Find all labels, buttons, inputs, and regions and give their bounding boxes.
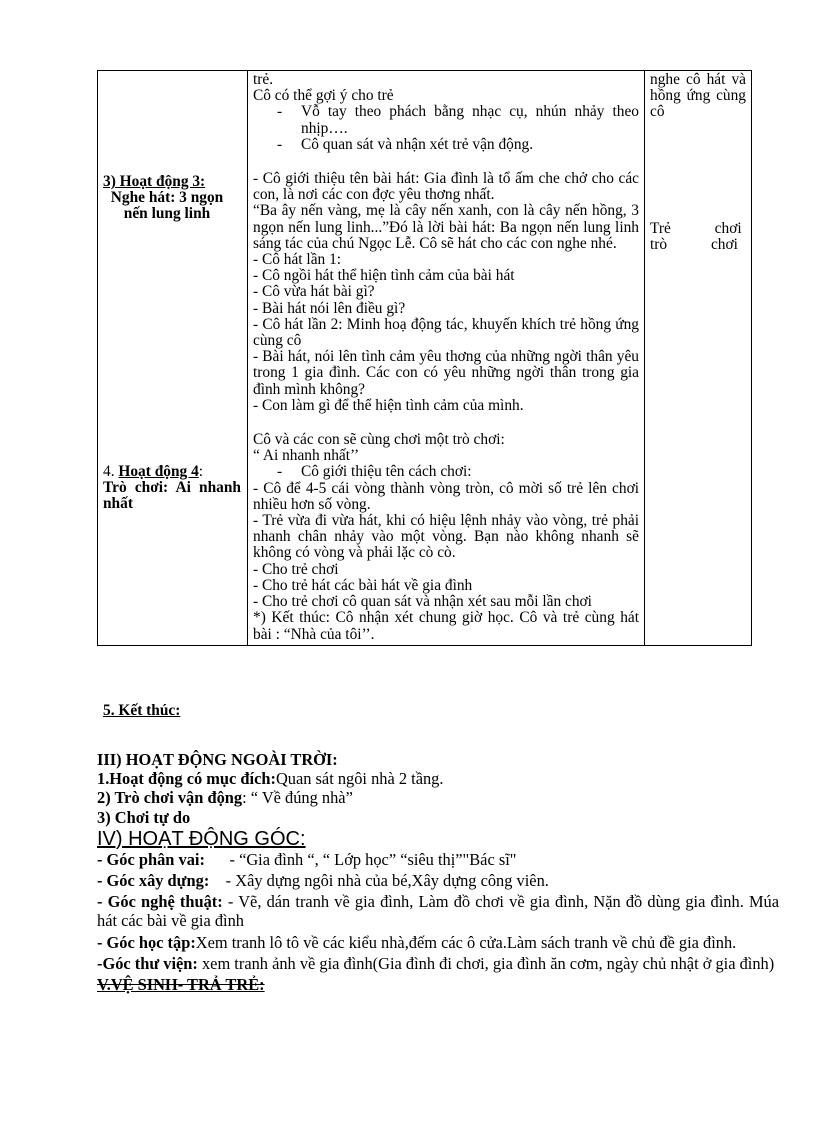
text-line: - Cô hát lần 1: [253, 251, 342, 269]
corner-label: - Góc xây dựng: [97, 871, 210, 891]
corner-label: - Góc học tập: [97, 932, 196, 952]
activity-3-label [103, 174, 231, 223]
text-line: - Cô hát lần 2: Minh hoạ động tác, khuyến khích trẻ hồng ứng cùng cô [253, 315, 639, 350]
corner-text: Xem tranh lô tô về các kiểu nhà,đếm các ô cửa.Làm sách tranh về chủ đề gia đình. [195, 932, 737, 952]
corners-heading: IV) HOẠT ĐỘNG GÓC: [97, 827, 306, 850]
text-line: “ Ai nhanh nhất’’ [253, 447, 360, 465]
text-line: - Cô giới thiệu tên bài hát: Gia đình là tổ ấm che chở cho các con, là nơi các con đợc yêu thơng nhất. [253, 170, 639, 204]
text-line: - Cho trẻ hát các bài hát về gia đình [253, 576, 473, 594]
outdoor-item-text: : “ Về đúng nhà” [242, 788, 353, 808]
text-line: - Bài hát nói lên điều gì? [253, 299, 406, 317]
outdoor-item-label: 2) Trò chơi vận động [97, 788, 243, 808]
text-line: “Ba ây nến vàng, mẹ là cây nến xanh, con là cây nến hồng, 3 ngọn nến lung linh...”Đó là lời bài hát: Ba ngọn nến lung linh sáng tác của chú Ngọc Lễ. Cô sẽ hát cho các con nghe nhé. [253, 202, 639, 252]
outdoor-item: 3) Chơi tự do [97, 807, 191, 827]
text-line: Trẻ chơi trò chơi [650, 219, 742, 253]
corner-label: - Góc phân vai: [97, 849, 205, 869]
text-line: - Cô vừa hát bài gì? [253, 283, 375, 301]
text-line: Cô có thể gợi ý cho trẻ [253, 87, 394, 105]
activity-title: 3) Hoạt động 3: [103, 173, 206, 190]
corner-label: -Góc thư viện: [97, 953, 198, 973]
cell-child-activity [645, 71, 752, 646]
corner-label: - Góc nghệ thuật: [97, 892, 223, 912]
colon: : [198, 463, 204, 480]
text-line: Cô và các con sẽ cùng chơi một trò chơi: [253, 431, 505, 449]
text-line: - Cho trẻ chơi [253, 560, 339, 578]
text-line: - Cho trẻ chơi cô quan sát và nhận xét sau mỗi lần chơi [253, 593, 592, 611]
outdoor-item-label: 1.Hoạt động có mục đích: [97, 769, 276, 789]
ending-title: 5. Kết thúc: [103, 702, 181, 719]
text-line: nghe cô hát và hồng ứng cùng cô [650, 71, 746, 121]
corner-text: xem tranh ảnh về gia đình(Gia đình đi chơi, gia đình ăn cơm, ngày chủ nhật ở gia đình) [197, 953, 775, 973]
text-line: - Cô ngồi hát thể hiện tình cảm của bài hát [253, 267, 515, 285]
activity-subtitle: Trò chơi: Ai nhanh nhất [103, 479, 241, 513]
text-line: trẻ. [253, 71, 274, 88]
lesson-plan-table [97, 70, 752, 646]
bottom-section [97, 750, 779, 994]
activity-subtitle: Nghe hát: 3 ngọn nến lung linh [110, 189, 224, 223]
text-line: - Con làm gì để thể hiện tình cảm của mình. [253, 396, 524, 414]
activity-number: 4. [103, 463, 119, 480]
bullet-item: - Cô quan sát và nhận xét trẻ vận động. [253, 137, 639, 153]
hygiene-heading: V.VỆ SINH- TRẢ TRẺ: [97, 975, 265, 995]
bullet-item: - Vỗ tay theo phách bằng nhạc cụ, nhún nhảy theo nhịp…. [253, 104, 639, 136]
text-line: - Bài hát, nói lên tình cảm yêu thơng của những ngời thân yêu trong 1 gia đình. Các con có yêu những ngời thân trong gia đình mình không? [253, 348, 639, 398]
ending-text: *) Kết thúc: Cô nhận xét chung giờ học. Cô và trẻ cùng hát bài : “Nhà của tôi’’. [253, 609, 639, 643]
bullet-item: - Cô giới thiệu tên cách chơi: [253, 464, 639, 480]
activity-title: Hoạt động 4 [118, 463, 199, 480]
text-line: - Cô để 4-5 cái vòng thành vòng tròn, cô mời số trẻ lên chơi nhiều hơn số vòng. [253, 479, 639, 513]
cell-activity [98, 71, 248, 646]
outdoor-item-text: Quan sát ngôi nhà 2 tầng. [275, 769, 444, 789]
table-row [98, 71, 752, 646]
corner-text: - Vẽ, dán tranh về gia đình, Làm đồ chơi về gia đình, Nặn đồ dùng gia đình. Múa hát các bài về gia đình [97, 892, 780, 931]
outdoor-heading: III) HOẠT ĐỘNG NGOÀI TRỜI: [97, 750, 338, 769]
corner-text: - “Gia đình “, “ Lớp học” “siêu thị”"Bác sĩ" [204, 849, 517, 869]
activity-4-label [103, 464, 241, 513]
text-line: - Trẻ vừa đi vừa hát, khi có hiệu lệnh nhảy vào vòng, trẻ phải nhanh chân nhảy vào một vòng. Bạn nào không nhanh sẽ không có vòng và phải lặc cò cò. [253, 512, 639, 562]
cell-content [248, 71, 645, 646]
corner-text: - Xây dựng ngôi nhà của bé,Xây dựng công viên. [209, 871, 549, 891]
